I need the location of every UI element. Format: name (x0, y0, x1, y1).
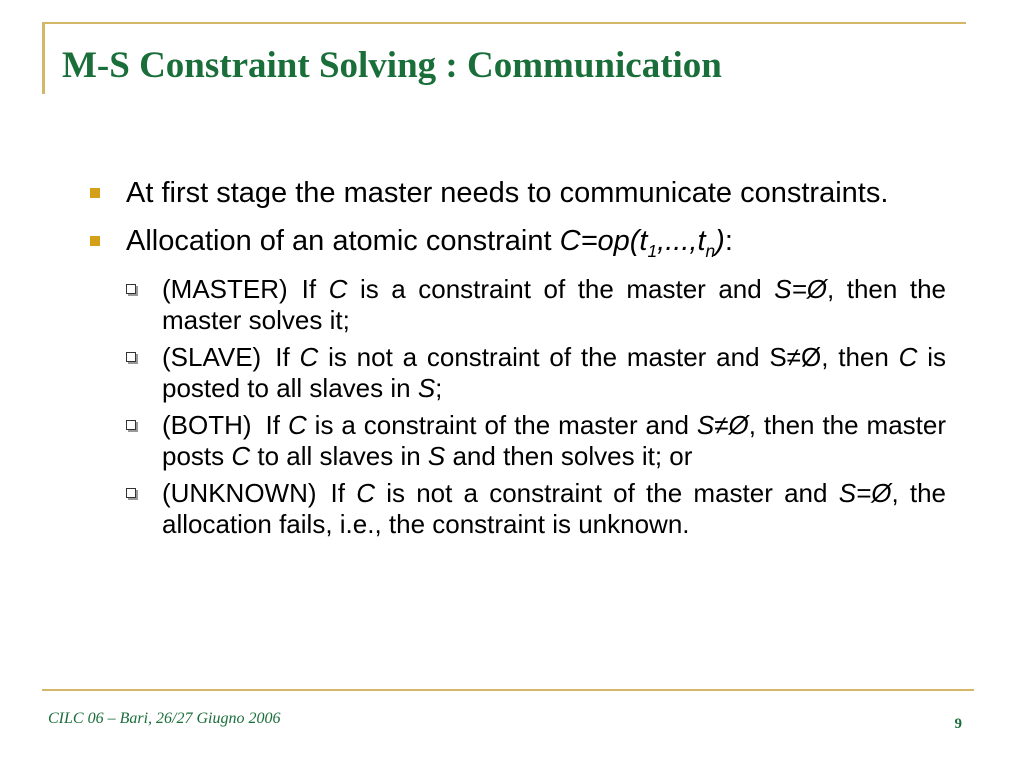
text-part: , then the master posts (162, 409, 946, 471)
sub-bullet-both (126, 410, 946, 472)
text-part: , then the master solves it; (162, 273, 947, 335)
formula-sub-1: 1 (647, 240, 658, 261)
hollow-square-bullet-icon (126, 352, 136, 362)
text-part: If (265, 409, 288, 440)
var-c: C (231, 440, 251, 471)
square-bullet-icon (90, 188, 100, 198)
sub-bullet-tag: (BOTH) (162, 409, 252, 440)
page-number: 9 (954, 716, 962, 732)
condition: S=Ø (774, 273, 827, 304)
slide-content (86, 176, 946, 554)
text-part: If (330, 477, 357, 508)
sub-bullet-tag: (MASTER) (162, 273, 288, 304)
text-part: , then (821, 341, 899, 372)
formula-part: C=op(t (559, 225, 648, 257)
text-part: and then solves it; or (445, 440, 693, 471)
bullet-2-suffix: : (724, 225, 733, 257)
bullet-item-1 (86, 176, 946, 210)
footer-event-label: CILC 06 – Bari, 26/27 Giugno 2006 (48, 710, 281, 727)
sub-bullet-unknown (126, 478, 946, 540)
formula-sub-n: n (705, 240, 716, 261)
var-c: C (328, 273, 348, 304)
var-s: S (427, 440, 446, 471)
var-c: C (299, 341, 319, 372)
text-part: is a constraint of the master and (306, 409, 697, 440)
condition: S=Ø (838, 477, 892, 508)
sub-bullet-master (126, 274, 946, 336)
condition: S≠Ø (696, 409, 749, 440)
var-c: C (287, 409, 307, 440)
frame-vertical-line (42, 22, 45, 94)
hollow-square-bullet-icon (126, 284, 136, 294)
sub-bullet-tag: (SLAVE) (162, 341, 262, 372)
text-part: is not a constraint of the master and (318, 341, 770, 372)
formula-mid: ,...,t (657, 225, 706, 257)
text-part: If (301, 273, 329, 304)
hollow-square-bullet-icon (126, 488, 136, 498)
footer-divider (42, 689, 974, 691)
text-part: , the allocation fails, i.e., the constraint is unknown. (162, 477, 947, 539)
sub-bullet-list (126, 274, 946, 540)
text-part: is not a constraint of the master and (374, 477, 839, 508)
sub-bullet-tag: (UNKNOWN) (162, 477, 317, 508)
text-part: ; (435, 372, 443, 403)
frame-horizontal-line (42, 22, 966, 24)
formula-end: ) (715, 225, 725, 257)
hollow-square-bullet-icon (126, 420, 136, 430)
slide-title: M-S Constraint Solving : Communication (62, 45, 722, 86)
text-part: to all slaves in (250, 440, 428, 471)
var-c: C (898, 341, 918, 372)
bullet-item-2 (86, 224, 946, 540)
text-part: is posted to all slaves in (162, 341, 947, 403)
bullet-1-text: At first stage the master needs to communicate constraints. (126, 177, 889, 209)
text-part: is a constraint of the master and (347, 273, 775, 304)
var-c: C (356, 477, 375, 508)
var-s: S (417, 372, 436, 403)
square-bullet-icon (90, 236, 100, 246)
sub-bullet-slave (126, 342, 946, 404)
text-part: If (275, 341, 300, 372)
condition: S≠Ø (769, 341, 822, 372)
bullet-2-prefix: Allocation of an atomic constraint (126, 225, 560, 257)
